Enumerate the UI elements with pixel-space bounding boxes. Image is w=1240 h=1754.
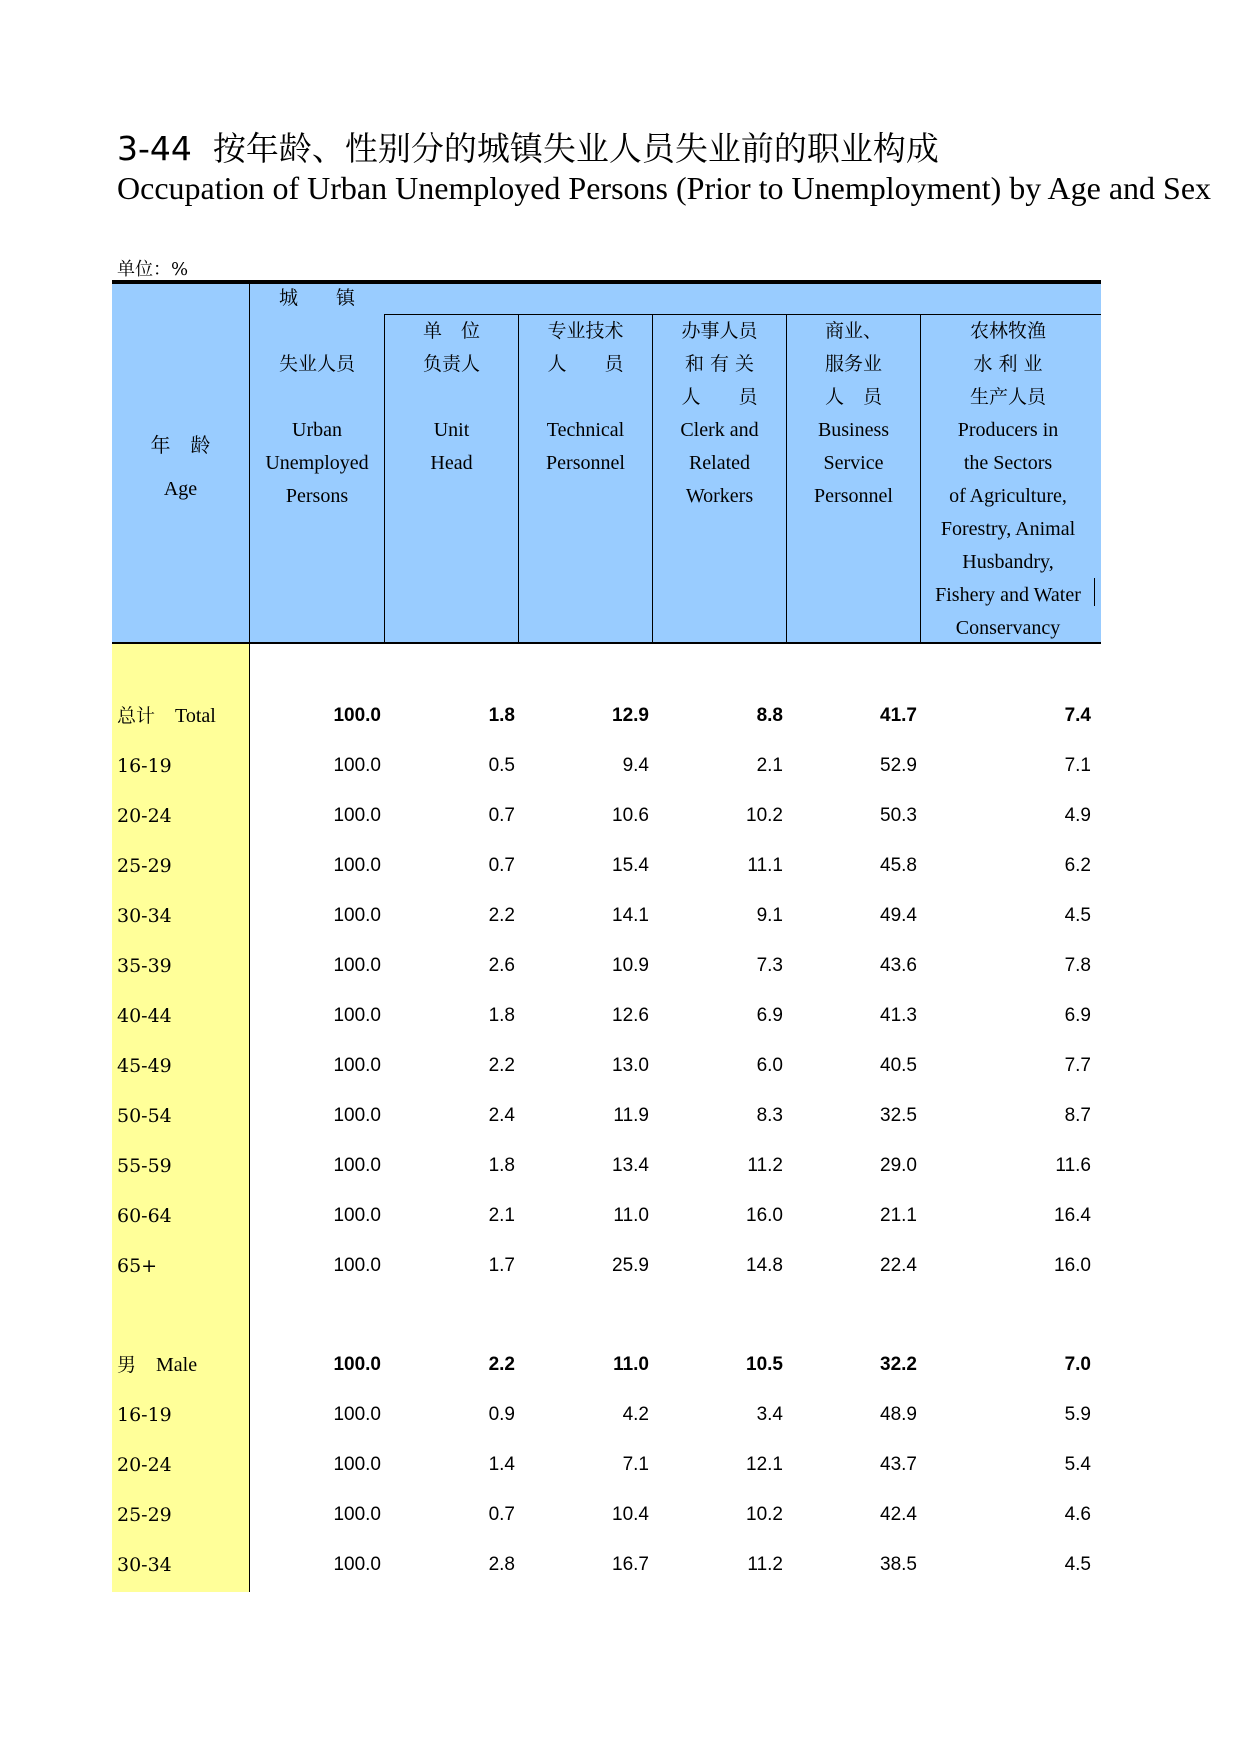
table-cell: 16.0: [746, 1205, 783, 1226]
table-cell: 41.3: [880, 1005, 917, 1026]
table-cell: 7.1: [1064, 755, 1091, 776]
table-cell: 13.4: [612, 1155, 649, 1176]
table-cell: 6.0: [756, 1055, 783, 1076]
table-cell: 12.6: [612, 1005, 649, 1026]
table-cell: 13.0: [612, 1055, 649, 1076]
table-cell: 42.4: [880, 1504, 917, 1525]
table-row: [112, 1390, 1101, 1440]
table-cell: 43.7: [880, 1454, 917, 1475]
table-cell: 7.0: [1064, 1354, 1091, 1375]
header-business-service-personnel: 商业、 服务业 人 员 Business Service Personnel: [814, 320, 893, 507]
table-cell: 2.1: [488, 1205, 515, 1226]
table-cell: 49.4: [880, 905, 917, 926]
table-row: [112, 791, 1101, 841]
table-cell: 1.8: [488, 1005, 515, 1026]
table-row: [112, 891, 1101, 941]
table-cell: 4.5: [1064, 905, 1091, 926]
row-label: 总计 Total: [117, 705, 216, 727]
table-cell: 38.5: [880, 1554, 917, 1575]
row-label: 20-24: [117, 805, 172, 827]
table-cell: 10.2: [746, 1504, 783, 1525]
table-cell: 10.4: [612, 1504, 649, 1525]
table-cell: 7.3: [756, 955, 783, 976]
table-cell: 100.0: [333, 1354, 381, 1375]
table-cell: 16.7: [612, 1554, 649, 1575]
table-cell: 100.0: [333, 855, 381, 876]
table-row: [112, 941, 1101, 991]
table-cell: 9.4: [622, 755, 649, 776]
table-cell: 7.4: [1064, 705, 1091, 726]
title-english: Occupation of Urban Unemployed Persons (Prior to Unemployment) by Age and Sex: [117, 170, 1212, 206]
header-unit-head: 单 位 负责人 Unit Head: [422, 320, 480, 474]
table-cell: 11.2: [747, 1554, 783, 1575]
table-cell: 7.1: [622, 1454, 649, 1475]
table-cell: 10.6: [612, 805, 649, 826]
table-cell: 6.2: [1064, 855, 1091, 876]
table-cell: 52.9: [880, 755, 917, 776]
table-cell: 100.0: [333, 1554, 381, 1575]
table-cell: 11.1: [747, 855, 783, 876]
table-cell: 41.7: [880, 705, 917, 726]
table-cell: 0.7: [488, 1504, 515, 1525]
row-label: 35-39: [117, 955, 172, 977]
table-cell: 12.9: [612, 705, 649, 726]
table-cell: 4.6: [1064, 1504, 1091, 1525]
table-cell: 3.4: [756, 1404, 783, 1425]
row-label: 65+: [117, 1255, 158, 1277]
row-label: 30-34: [117, 905, 172, 927]
table-cell: 45.8: [880, 855, 917, 876]
table-row: [112, 1041, 1101, 1091]
table-cell: 6.9: [756, 1005, 783, 1026]
table-cell: 5.4: [1064, 1454, 1091, 1475]
table-cell: 21.1: [880, 1205, 917, 1226]
header-urban-unemployed: 城 镇 失业人员 Urban Unemployed Persons: [265, 287, 369, 507]
table-row: [112, 1540, 1101, 1590]
row-label: 16-19: [117, 755, 172, 777]
table-cell: 5.9: [1064, 1404, 1091, 1425]
table-cell: 43.6: [880, 955, 917, 976]
table-cell: 100.0: [333, 1055, 381, 1076]
table-cell: 25.9: [612, 1255, 649, 1276]
table-cell: 11.0: [613, 1354, 649, 1375]
table-cell: 2.8: [488, 1554, 515, 1575]
table-row: [112, 1141, 1101, 1191]
table-cell: 12.1: [746, 1454, 783, 1475]
table-cell: 2.2: [488, 1354, 515, 1375]
header-agriculture-producers: 农林牧渔 水 利 业 生产人员 Producers in the Sectors of Agriculture, Forestry, Animal Husbandry, Fishery and Water Conservancy: [935, 320, 1081, 639]
table-cell: 100.0: [333, 905, 381, 926]
table-cell: 8.7: [1064, 1105, 1091, 1126]
table-cell: 11.2: [747, 1155, 783, 1176]
table-cell: 29.0: [880, 1155, 917, 1176]
table-cell: 2.6: [488, 955, 515, 976]
table-cell: 2.1: [756, 755, 783, 776]
row-label: 25-29: [117, 1504, 172, 1526]
table-cell: 6.9: [1064, 1005, 1091, 1026]
table-cell: 10.2: [746, 805, 783, 826]
table-cell: 2.2: [488, 905, 515, 926]
row-label: 60-64: [117, 1205, 172, 1227]
table-row-subtotal: [112, 691, 1101, 741]
table-cell: 32.2: [880, 1354, 917, 1375]
table-row: [112, 1091, 1101, 1141]
table-cell: 2.2: [488, 1055, 515, 1076]
table-row: [112, 841, 1101, 891]
table-cell: 10.5: [746, 1354, 783, 1375]
table-cell: 100.0: [333, 1504, 381, 1525]
table-cell: 14.1: [612, 905, 649, 926]
table-cell: 32.5: [880, 1105, 917, 1126]
row-label: 40-44: [117, 1005, 172, 1027]
header-clerk-related-workers: 办事人员 和 有 关 人 员 Clerk and Related Workers: [680, 320, 759, 507]
row-label: 20-24: [117, 1454, 172, 1476]
table-cell: 100.0: [333, 955, 381, 976]
table-cell: 0.5: [488, 755, 515, 776]
table-cell: 16.0: [1054, 1255, 1091, 1276]
table-cell: 1.7: [488, 1255, 515, 1276]
age-header: 年 龄 Age: [150, 433, 211, 500]
table-cell: 100.0: [333, 1255, 381, 1276]
table-cell: 1.4: [488, 1454, 515, 1475]
table-cell: 2.4: [488, 1105, 515, 1126]
table-cell: 50.3: [880, 805, 917, 826]
table-cell: 14.8: [746, 1255, 783, 1276]
table-cell: 100.0: [333, 1155, 381, 1176]
table-cell: 0.9: [488, 1404, 515, 1425]
row-label: 55-59: [117, 1155, 172, 1177]
table-cell: 40.5: [880, 1055, 917, 1076]
table-cell: 100.0: [333, 1404, 381, 1425]
table-cell: 22.4: [880, 1255, 917, 1276]
row-label: 50-54: [117, 1105, 172, 1127]
table-cell: 0.7: [488, 855, 515, 876]
table-cell: 100.0: [333, 1205, 381, 1226]
table-cell: 100.0: [333, 755, 381, 776]
table-cell: 100.0: [333, 1005, 381, 1026]
table-row-subtotal: [112, 1340, 1101, 1390]
table-cell: 0.7: [488, 805, 515, 826]
table-row: [112, 1490, 1101, 1540]
table-cell: 7.7: [1064, 1055, 1091, 1076]
table-cell: 9.1: [756, 905, 783, 926]
table-cell: 1.8: [488, 705, 515, 726]
table-cell: 100.0: [333, 1454, 381, 1475]
row-label: 30-34: [117, 1554, 172, 1576]
table-cell: 11.0: [613, 1205, 649, 1226]
row-label: 25-29: [117, 855, 172, 877]
table-cell: 11.6: [1055, 1155, 1091, 1176]
table-cell: 10.9: [612, 955, 649, 976]
table-cell: 100.0: [333, 1105, 381, 1126]
table-cell: 8.8: [756, 705, 783, 726]
table-cell: 16.4: [1054, 1205, 1091, 1226]
title-chinese: 3-44 按年龄、性别分的城镇失业人员失业前的职业构成: [117, 129, 939, 168]
table-cell: 7.8: [1064, 955, 1091, 976]
table-cell: 4.5: [1064, 1554, 1091, 1575]
unit-label: 单位：%: [117, 259, 189, 280]
table-cell: 11.9: [613, 1105, 649, 1126]
header-technical-personnel: 专业技术 人 员 Technical Personnel: [546, 320, 625, 474]
table-cell: 4.9: [1064, 805, 1091, 826]
table-cell: 4.2: [622, 1404, 649, 1425]
table-cell: 48.9: [880, 1404, 917, 1425]
table-cell: 100.0: [333, 705, 381, 726]
row-label: 男 Male: [117, 1354, 198, 1376]
table-cell: 15.4: [612, 855, 649, 876]
row-label: 45-49: [117, 1055, 172, 1077]
table-row: [112, 1241, 1101, 1291]
table-cell: 100.0: [333, 805, 381, 826]
table-row: [112, 1191, 1101, 1241]
table-cell: 1.8: [488, 1155, 515, 1176]
table-row: [112, 991, 1101, 1041]
table-row: [112, 1440, 1101, 1490]
row-label: 16-19: [117, 1404, 172, 1426]
table-row: [112, 741, 1101, 791]
table-cell: 8.3: [756, 1105, 783, 1126]
